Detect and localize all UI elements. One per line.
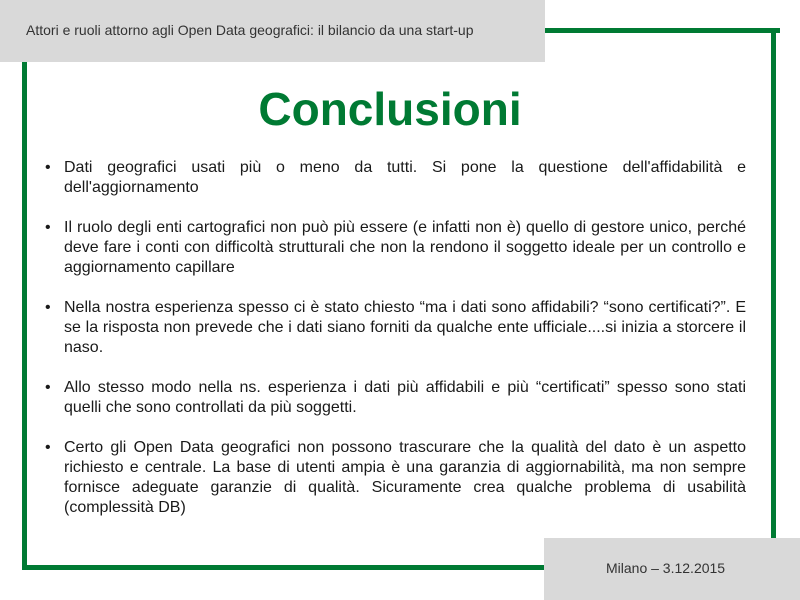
frame-line-left [22, 62, 27, 570]
bullet-list [44, 158, 746, 538]
footer-box [544, 538, 800, 600]
header-subtitle: Attori e ruoli attorno agli Open Data geografici: il bilancio da una start-up [26, 22, 474, 38]
bullet-item: • Nella nostra esperienza spesso ci è stato chiesto “ma i dati sono affidabili? “sono certificati?”. E se la risposta non prevede che i dati siano forniti da qualche ente ufficiale....si inizia a storcere il naso. [44, 298, 746, 358]
bullet-item: • Allo stesso modo nella ns. esperienza i dati più affidabili e più “certificati” spesso sono stati quelli che sono controllati da più soggetti. [44, 378, 746, 418]
frame-line-top [545, 28, 780, 33]
frame-line-bottom [22, 565, 544, 570]
header-box [0, 0, 545, 62]
footer-place-date: Milano – 3.12.2015 [606, 560, 726, 576]
bullet-item: • Dati geografici usati più o meno da tutti. Si pone la questione dell'affidabilità e dell'aggiornamento [44, 158, 746, 198]
bullet-item: • Il ruolo degli enti cartografici non può più essere (e infatti non è) quello di gestore unico, perché deve fare i conti con difficoltà strutturali che non la rendono il soggetto ideale per un controllo e aggiornamento capillare [44, 218, 746, 278]
slide-title: Conclusioni [258, 83, 522, 135]
bullet-item: • Certo gli Open Data geografici non possono trascurare che la qualità del dato è un aspetto richiesto e centrale. La base di utenti ampia è una garanzia di aggiornabilità, ma non sempre fornisce adeguate garanzie di qualità. Sicuramente crea qualche problema di usabilità (complessità DB) [44, 438, 746, 518]
